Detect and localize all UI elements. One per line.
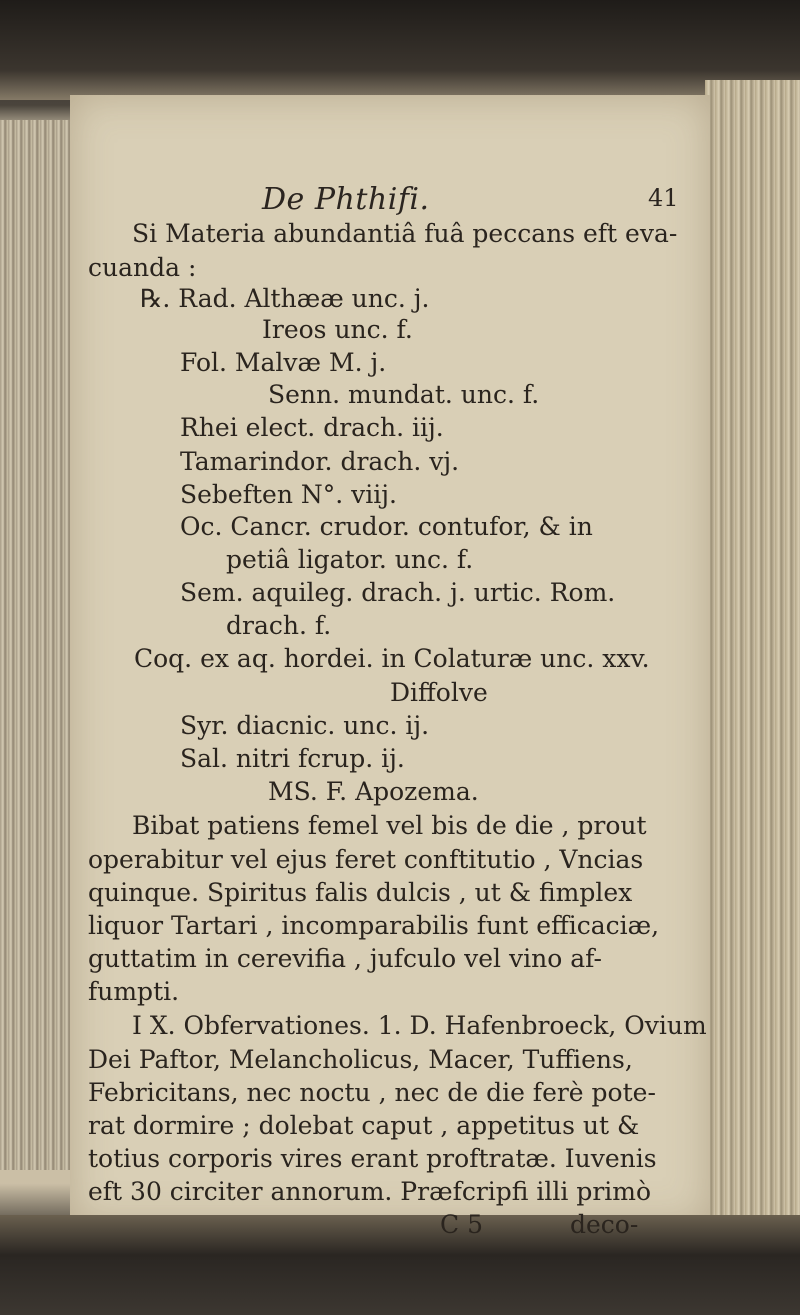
text-line: fumpti. [88, 977, 180, 1006]
text-line: Si Materia abundantiâ fuâ peccans eft eva- [132, 219, 678, 248]
text-line: eft 30 circiter annorum. Præfcripfi illi primò [88, 1177, 652, 1206]
text-line: Tamarindor. drach. vj. [180, 447, 460, 476]
text-line: totius corporis vires erant proftratæ. Iuvenis [88, 1144, 657, 1173]
text-line: drach. f. [226, 611, 332, 640]
text-line: Sebeften N°. viij. [180, 480, 397, 509]
text-line: Dei Paftor, Melancholicus, Macer, Tuffiens, [88, 1045, 633, 1074]
scan-bottom-edge [0, 1215, 800, 1315]
text-line: I X. Obfervationes. 1. D. Hafenbroeck, Ovium [132, 1011, 707, 1040]
text-line: Senn. mundat. unc. f. [268, 380, 540, 409]
text-line: operabitur vel ejus feret conftitutio , Vncias [88, 845, 644, 874]
text-line: Febricitans, nec noctu , nec de die ferè pote- [88, 1078, 656, 1107]
text-line: Syr. diacnic. unc. ij. [180, 711, 430, 740]
text-line: rat dormire ; dolebat caput , appetitus ut & [88, 1111, 640, 1140]
scan-top-edge [0, 0, 800, 100]
text-line: quinque. Spiritus falis dulcis , ut & fimplex [88, 878, 633, 907]
text-line: Bibat patiens femel vel bis de die , prout [132, 811, 647, 840]
text-line: Sal. nitri fcrup. ij. [180, 744, 405, 773]
text-line: Oc. Cancr. crudor. contufor, & in [180, 512, 593, 541]
text-line: Sem. aquileg. drach. j. urtic. Rom. [180, 578, 616, 607]
left-page-stack [0, 120, 70, 1170]
running-title: De Phthifi. [262, 182, 430, 217]
catchword: deco- [570, 1210, 639, 1239]
text-line: Diffolve [390, 678, 488, 707]
text-line: Coq. ex aq. hordei. in Colaturæ unc. xxv. [134, 644, 650, 673]
text-line: petiâ ligator. unc. f. [226, 545, 474, 574]
text-line: Rhei elect. drach. iij. [180, 413, 444, 442]
text-line: MS. F. Apozema. [268, 777, 479, 806]
right-page-stack [705, 80, 800, 1230]
text-line: liquor Tartari , incomparabilis funt efficaciæ, [88, 911, 660, 940]
signature-mark: C 5 [440, 1210, 483, 1239]
page-number: 41 [648, 184, 679, 212]
text-line: ℞. Rad. Althææ unc. j. [140, 284, 430, 313]
text-line: guttatim in cerevifia , jufculo vel vino af- [88, 944, 602, 973]
text-line: Fol. Malvæ M. j. [180, 348, 387, 377]
text-line: cuanda : [88, 253, 197, 282]
text-line: Ireos unc. f. [262, 315, 413, 344]
